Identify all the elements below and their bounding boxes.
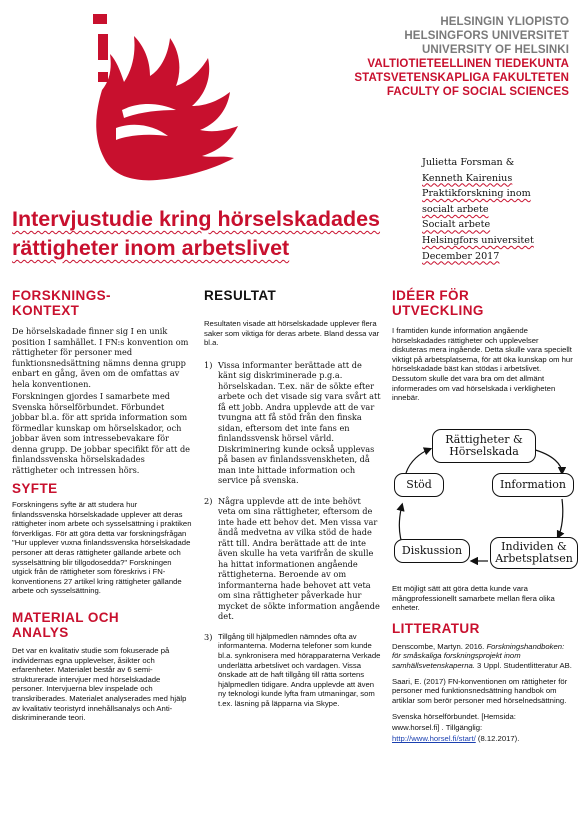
reference-horselforbundet: Svenska hörselförbundet. [Hemsida: www.horsel.fi] . Tillgänglig: http://www.horsel.fi/start/ (8.12.2017). <box>392 712 520 744</box>
paragraph-kontext-1: De hörselskadade finner sig I en unik position I samhället. I FN:s konvention om rättigheter för personer med funktionsnedsättning nämns denna grupp enbart en gång, även om de omfattas av hela konventionen. <box>12 326 189 389</box>
horsel-link[interactable]: http://www.horsel.fi/start/ <box>392 734 476 744</box>
results-list <box>204 360 381 709</box>
title-line-1: Intervjustudie kring hörselskadades <box>12 207 381 231</box>
node-rattigheter: Rättigheter & Hörselskada <box>432 429 536 463</box>
list-item: 1) Vissa informanter berättade att de känt sig diskriminerade p.g.a. hörselskadan. T.ex. när de sökte efter arbete och det visade sig vara svårt att få ett jobb. Andra upplevde att de var tvungna att få stöd från den finska sidan, eftersom det inte fans en finlandssvensk hörsel värld. Diskriminering kunde också upplevas på basen av finlandssvenskheten, då man inte hittade information och service på svenska. <box>204 359 381 486</box>
column-middle <box>204 288 381 709</box>
department-line: Socialt arbete <box>422 219 491 231</box>
paragraph-ideer: I framtiden kunde information angående hörselskadades rättigheter och upplevelser diskuteras mera ingående. Detta skulle vara speciellt viktigt på arbetsplatserna, för att öka kunskap om hur hörselskadade bäst kan stödas i arbetslivet. Dessutom skulle det vara bra om det allmänt informerades om vad hörselskada i verkligheten innebär. <box>392 326 573 403</box>
node-stod: Stöd <box>394 473 444 497</box>
node-diskussion: Diskussion <box>394 539 470 563</box>
title-line-2: rättigheter inom arbetslivet <box>12 236 290 260</box>
faculty-name-sv: STATSVETENSKAPLIGA FAKULTETEN <box>354 72 569 84</box>
university-name-sv: HELSINGFORS UNIVERSITET <box>404 30 569 42</box>
paragraph-resultat-intro: Resultaten visade att hörselskadade upplever flera saker som viktiga för deras arbete. Bland dessa var bl.a. <box>204 319 380 348</box>
university-name-en: UNIVERSITY OF HELSINKI <box>421 44 569 56</box>
reference-denscombe: Denscombe, Martyn. 2016. Forskningshandboken: för småskaliga forskningsprojekt inom samhällsvetenskaperna. 3 Uppl. Studentlitteratur AB. <box>392 641 572 670</box>
author-block <box>422 155 572 264</box>
faculty-name-en: FACULTY OF SOCIAL SCIENCES <box>386 86 569 98</box>
node-information: Information <box>492 473 574 497</box>
course-line: socialt arbete <box>422 203 489 215</box>
reference-saari: Saari, E. (2017) FN-konventionen om rättigheter för personer med funktionsnedsättning handbok om artiklar som berör personer med hörselnedsättning. <box>392 676 568 705</box>
university-line: Helsingfors universitet <box>422 234 534 246</box>
list-item: 2) Några upplevde att de inte behövt veta om sina rättigheter, eftersom de inte hade ett behov det. Men vissa var ändå medvetna av vilka stöd de hade rätt till. Andra berättade att de inte även skulle ha veta varifrån de skulle ha hittat informationen angående rättigheterna. Beroende av om informanterna hade behovet att veta om sina rättigheter påverkade hur mycket de sökte information angående det. <box>204 495 380 622</box>
author-line: Kenneth Kairenius <box>422 172 513 184</box>
paragraph-samarbete: Ett möjligt sätt att göra detta kunde vara mångprofessionellt samarbete mellan flera olika enheter. <box>392 584 555 613</box>
university-flame-logo <box>72 10 242 185</box>
poster-title <box>12 205 412 263</box>
faculty-name-fi: VALTIOTIETEELLINEN TIEDEKUNTA <box>367 58 569 70</box>
author-line: Julietta Forsman & <box>422 157 515 168</box>
paragraph-syfte: Forskningens syfte är att studera hur finlandssvenska hörselskadade upplever att deras rättigheter inom arbete och sysselsättning i praktiken förverkligas. För att göra detta var forskningsfrågan "Hur upplever vuxna finlandssvenska hörselskadade personer att deras rättigheter gällande arbete och sysselsättning blir tillgodosedda?" Forskningen utgick från de rättigheter som föreskrivs i FN-konventionens 27 artikel kring rättigheter gällande arbete och sysselsättning. <box>12 500 192 596</box>
date-line: December 2017 <box>422 250 500 262</box>
heading-resultat: RESULTAT <box>204 288 277 303</box>
node-individen: Individen & Arbetsplatsen <box>490 537 578 569</box>
column-right-lower <box>392 584 574 744</box>
paragraph-kontext-2: Forskningen gjordes I samarbete med Svenska hörselförbundet. Förbundet jobbar bl.a. för att sprida information som förmedlar kunskap om hörselskador, och jobbar även som intressebevakare för denna grupp. De jobbar specifikt för att de finlandssvenska hörselskadades rättigheter och intressen hörs. <box>12 391 191 475</box>
university-name-block <box>354 15 569 99</box>
heading-material: MATERIAL OCH ANALYS <box>12 609 120 640</box>
heading-ideer: IDÉER FÖR UTVECKLING <box>392 288 484 318</box>
column-left <box>12 288 192 723</box>
heading-forskningskontext: FORSKNINGS- KONTEXT <box>12 288 111 318</box>
heading-litteratur: LITTERATUR <box>392 620 480 636</box>
development-cycle-diagram <box>392 425 578 583</box>
heading-syfte: SYFTE <box>12 481 58 496</box>
university-name-fi: HELSINGIN YLIOPISTO <box>440 16 569 28</box>
course-line: Praktikforskning inom <box>422 188 531 200</box>
column-right <box>392 288 574 403</box>
list-item: 3) Tillgång till hjälpmedlen nämndes ofta av informanterna. Moderna telefoner som kunde bl.a. synkronisera med hörapparaterna Verkade underlätta arbetslivet och vardagen. Vissa önskade att de haft tillgång till rätta sortens hjälpmedlen tidigare. Andra upplevde att även ny teknologi kunde lyfta fram utmaningar, som t.ex. läsning på läpparna via Skype. <box>204 631 381 708</box>
paragraph-material: Det var en kvalitativ studie som fokuserade på individernas egna upplevelser, åsikter och erfarenheter. Materialet består av 6 semi-strukturerade intervjuer med hörselskadade personer. Intervjuerna blev inspelade och transkriberades. Materialet analyserades med hjälp av kvalitativ teoristyrd innehållsanalys och Anti-diskriminerande teori. <box>12 645 187 723</box>
